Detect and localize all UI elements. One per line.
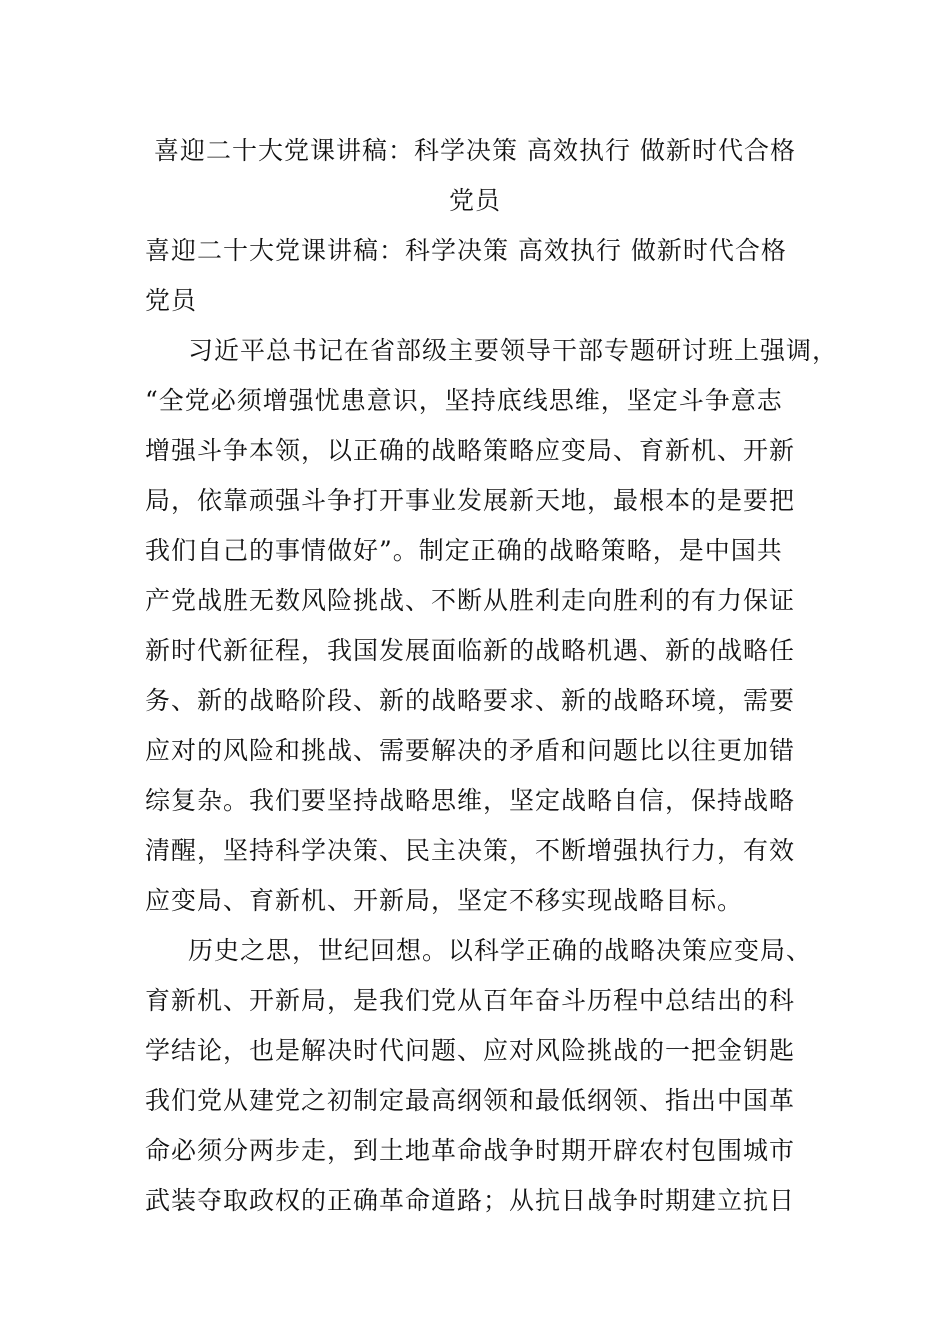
paragraph-1-line: 局，依靠顽强斗争打开事业发展新天地，最根本的是要把 bbox=[145, 486, 796, 515]
paragraph-1-line: 应对的风险和挑战、需要解决的矛盾和问题比以往更加错 bbox=[145, 736, 796, 765]
paragraph-2-line: 武装夺取政权的正确革命道路；从抗日战争时期建立抗日 bbox=[145, 1186, 796, 1215]
paragraph-1-line: 增强斗争本领，以正确的战略策略应变局、育新机、开新 bbox=[145, 436, 796, 465]
paragraph-1-line: 产党战胜无数风险挑战、不断从胜利走向胜利的有力保证 bbox=[145, 586, 796, 615]
subtitle-line-1: 喜迎二十大党课讲稿：科学决策 高效执行 做新时代合格 bbox=[145, 236, 787, 265]
subtitle-line-2: 党员 bbox=[145, 286, 198, 315]
paragraph-2-line: 育新机、开新局，是我们党从百年奋斗历程中总结出的科 bbox=[145, 986, 796, 1015]
paragraph-1-line: 清醒，坚持科学决策、民主决策，不断增强执行力，有效 bbox=[145, 836, 796, 865]
document-title-line-2: 党员 bbox=[448, 186, 501, 215]
paragraph-1-line: 习近平总书记在省部级主要领导干部专题研讨班上强调， bbox=[188, 336, 839, 365]
paragraph-1-line: 新时代新征程，我国发展面临新的战略机遇、新的战略任 bbox=[145, 636, 796, 665]
paragraph-1-line: 务、新的战略阶段、新的战略要求、新的战略环境，需要 bbox=[145, 686, 796, 715]
paragraph-1-line: 综复杂。我们要坚持战略思维，坚定战略自信，保持战略 bbox=[145, 786, 796, 815]
paragraph-2-line: 我们党从建党之初制定最高纲领和最低纲领、指出中国革 bbox=[145, 1086, 796, 1115]
paragraph-1-line: 应变局、育新机、开新局，坚定不移实现战略目标。 bbox=[145, 886, 744, 915]
paragraph-1-line: 我们自己的事情做好”。制定正确的战略策略，是中国共 bbox=[145, 536, 783, 565]
paragraph-2-line: 历史之思，世纪回想。以科学正确的战略决策应变局、 bbox=[188, 936, 813, 965]
paragraph-2-line: 命必须分两步走，到土地革命战争时期开辟农村包围城市 bbox=[145, 1136, 796, 1165]
paragraph-2-line: 学结论，也是解决时代问题、应对风险挑战的一把金钥匙 bbox=[145, 1036, 796, 1065]
document-title-line-1: 喜迎二十大党课讲稿：科学决策 高效执行 做新时代合格 bbox=[154, 136, 796, 165]
paragraph-1-line: “全党必须增强忧患意识，坚持底线思维，坚定斗争意志 bbox=[145, 386, 783, 415]
